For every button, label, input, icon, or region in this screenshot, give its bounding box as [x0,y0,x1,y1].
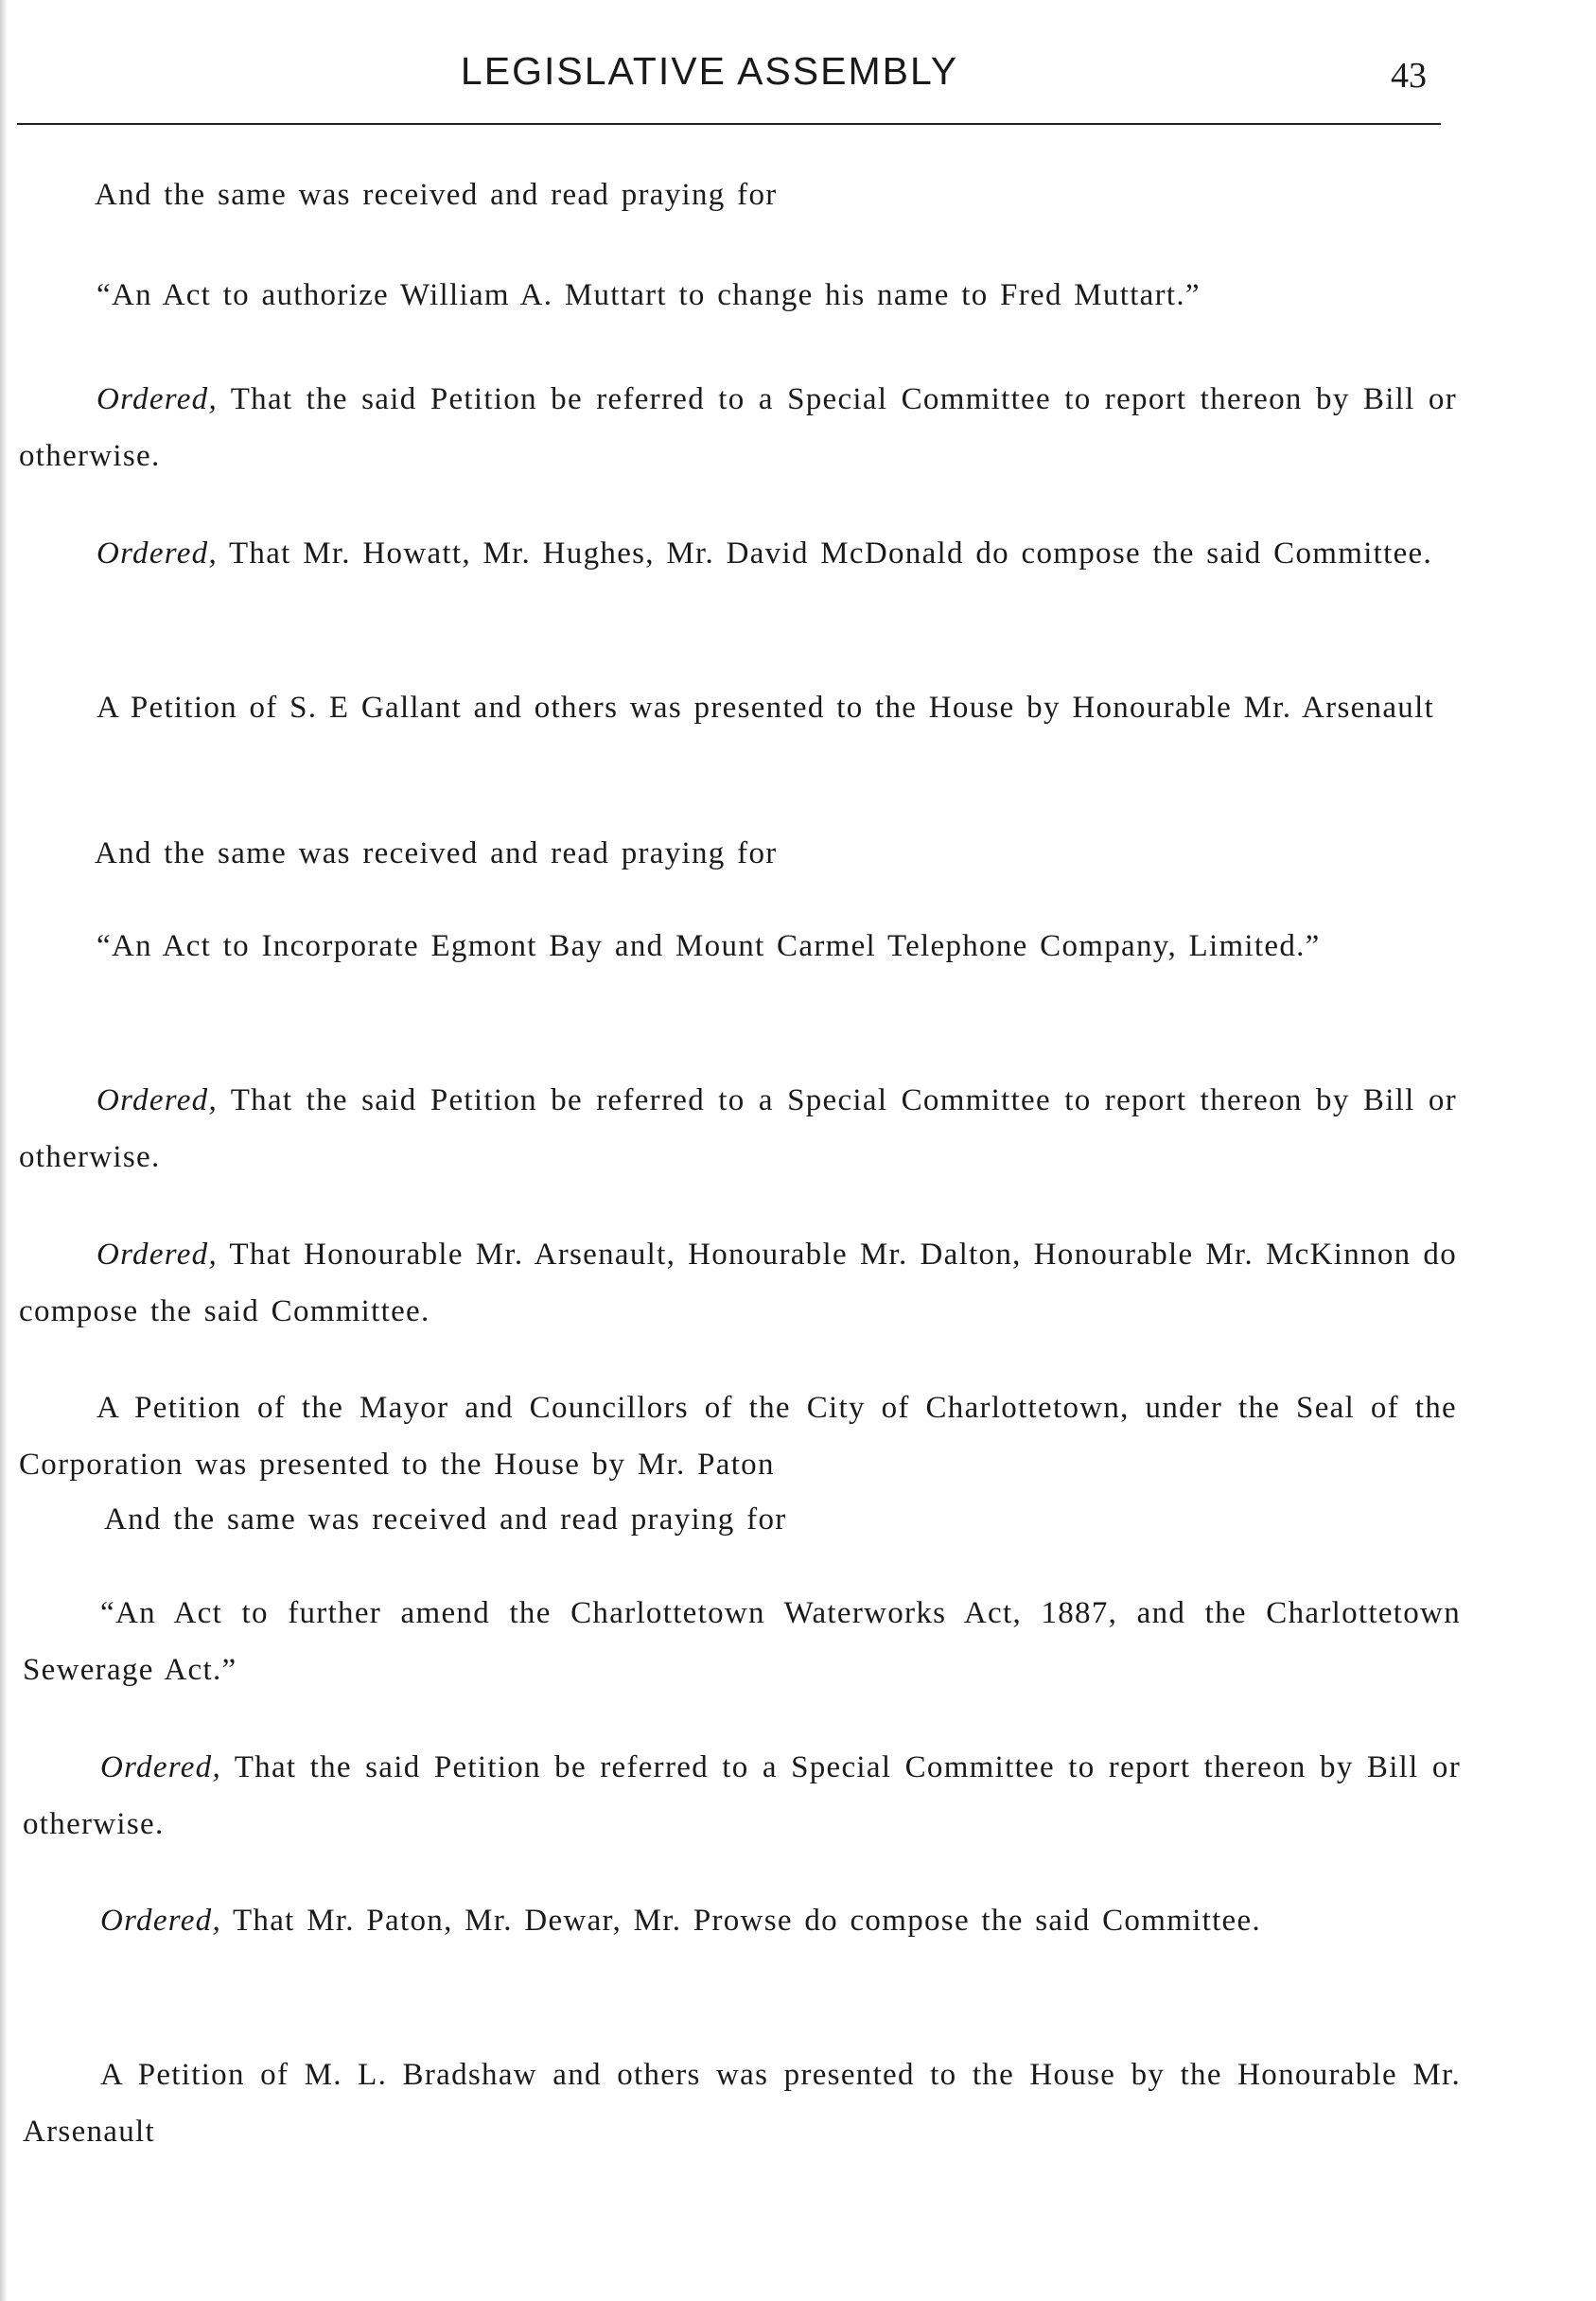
paragraph-10: A Petition of the Mayor and Councillors of the City of Charlottetown, under the Seal of the Corporation was presented to the House by Mr. Paton [19,1391,1457,1482]
ordered-label: Ordered, [96,1238,219,1272]
ordered-label: Ordered, [100,1904,222,1938]
ordered-label: Ordered, [96,1083,219,1117]
paragraph-8: Ordered, That the said Petition be referred to a Special Committee to report thereon by Bill or otherwise. [19,1083,1457,1174]
paragraph-15: A Petition of M. L. Bradshaw and others was presented to the House by the Honourable Mr. Arsenault [23,2058,1461,2149]
paragraph-7: “An Act to Incorporate Egmont Bay and Mount Carmel Telephone Company, Limited.” [96,929,1321,963]
ordered-label: Ordered, [96,382,219,416]
running-head [0,49,1596,106]
paragraph-13: Ordered, That the said Petition be referred to a Special Committee to report thereon by Bill or otherwise. [23,1750,1461,1841]
header-rule [17,123,1441,125]
paragraph-3: Ordered, That the said Petition be referred to a Special Committee to report thereon by Bill or otherwise. [19,382,1457,473]
paragraph-14: Ordered, That Mr. Paton, Mr. Dewar, Mr. Prowse do compose the said Committee. [100,1904,1262,1938]
paragraph-4: Ordered, That Mr. Howatt, Mr. Hughes, Mr. David McDonald do compose the said Committee. [96,536,1433,571]
paragraph-12: “An Act to further amend the Charlottetown Waterworks Act, 1887, and the Charlottetown Sewerage Act.” [23,1596,1461,1687]
paragraph-2: “An Act to authorize William A. Muttart to change his name to Fred Muttart.” [96,278,1201,312]
paragraph-11: And the same was received and read praying for [104,1502,787,1537]
running-title: LEGISLATIVE ASSEMBLY [460,49,959,93]
binding-edge [0,0,8,2301]
ordered-label: Ordered, [100,1750,222,1784]
paragraph-1: And the same was received and read praying for [95,178,778,212]
paragraph-9: Ordered, That Honourable Mr. Arsenault, Honourable Mr. Dalton, Honourable Mr. McKinnon do compose the said Committee. [19,1238,1457,1328]
paragraph-5: A Petition of S. E Gallant and others was presented to the House by Honourable Mr. Arsenault [96,691,1435,725]
ordered-label: Ordered, [96,536,219,571]
paragraph-6: And the same was received and read praying for [95,836,778,870]
page-number: 43 [1391,56,1427,96]
